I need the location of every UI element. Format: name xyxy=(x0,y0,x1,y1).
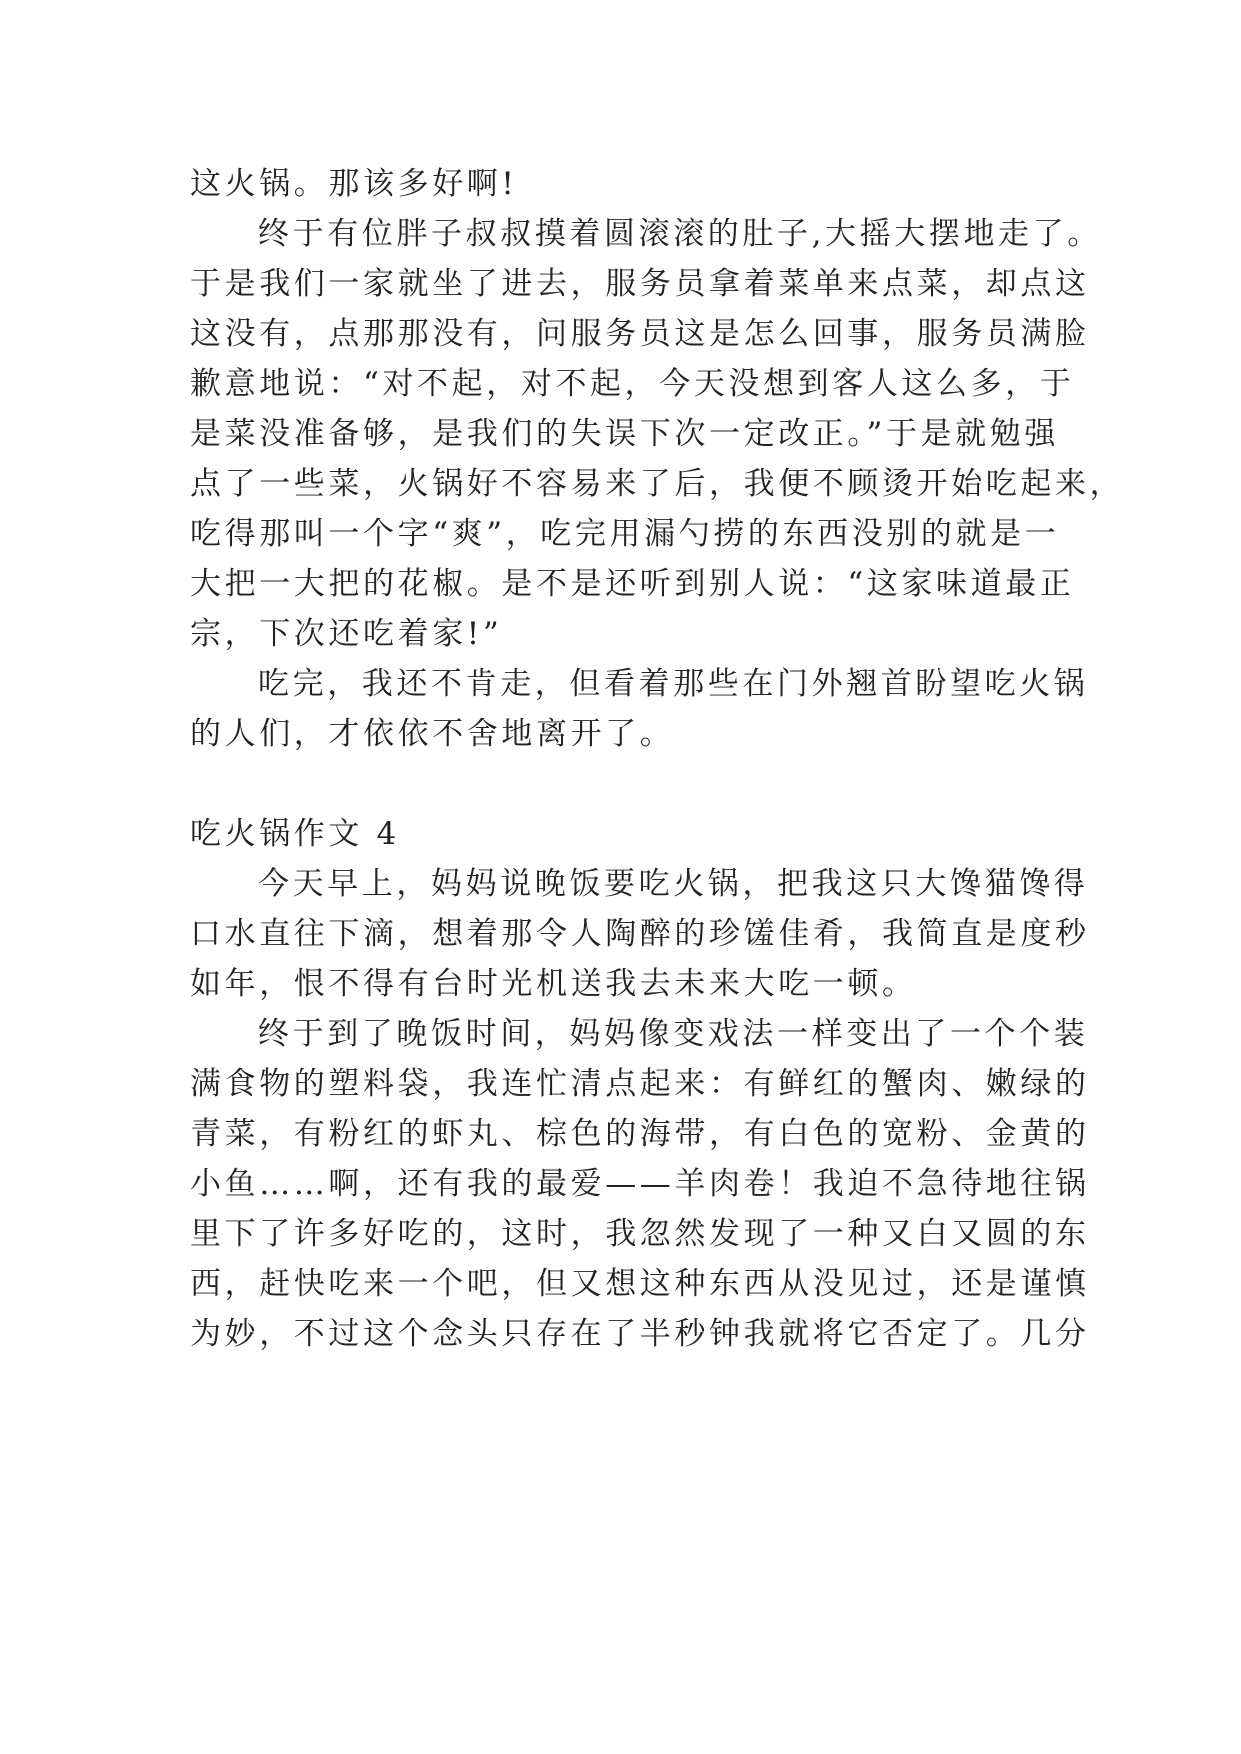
paragraph-line: 吃完，我还不肯走，但看着那些在门外翘首盼望吃火锅 xyxy=(258,666,1089,702)
paragraph-line: 这火锅。那该多好啊! xyxy=(190,166,518,202)
paragraph-line: 为妙，不过这个念头只存在了半秒钟我就将它否定了。几分 xyxy=(190,1316,1090,1352)
paragraph-line: 是菜没准备够，是我们的失误下次一定改正。”于是就勉强 xyxy=(190,416,1059,452)
paragraph-line: 宗，下次还吃着家!” xyxy=(190,616,503,652)
essay-title: 吃火锅作文 4 xyxy=(190,816,400,852)
paragraph-line: 这没有，点那那没有，问服务员这是怎么回事，服务员满脸 xyxy=(190,316,1090,352)
paragraph-line: 青菜，有粉红的虾丸、棕色的海带，有白色的宽粉、金黄的 xyxy=(190,1116,1090,1152)
paragraph-line: 终于到了晚饭时间，妈妈像变戏法一样变出了一个个装 xyxy=(258,1016,1089,1052)
paragraph-line: 大把一大把的花椒。是不是还听到别人说：“这家味道最正 xyxy=(190,566,1075,602)
paragraph-line: 小鱼……啊，还有我的最爱——羊肉卷！我迫不急待地往锅 xyxy=(190,1166,1090,1202)
paragraph-line: 今天早上，妈妈说晚饭要吃火锅，把我这只大馋猫馋得 xyxy=(258,866,1089,902)
paragraph-line: 终于有位胖子叔叔摸着圆滚滚的肚子,大摇大摆地走了。 xyxy=(258,216,1102,252)
paragraph-line: 满食物的塑料袋，我连忙清点起来：有鲜红的蟹肉、嫩绿的 xyxy=(190,1066,1090,1102)
paragraph-line: 里下了许多好吃的，这时，我忽然发现了一种又白又圆的东 xyxy=(190,1216,1090,1252)
paragraph-line: 的人们，才依依不舍地离开了。 xyxy=(190,716,675,752)
paragraph-line: 于是我们一家就坐了进去，服务员拿着菜单来点菜，却点这 xyxy=(190,266,1090,302)
paragraph-line: 如年，恨不得有台时光机送我去未来大吃一顿。 xyxy=(190,966,917,1002)
paragraph-line: 吃得那叫一个字“爽”，吃完用漏勺捞的东西没别的就是一 xyxy=(190,516,1060,552)
paragraph-line: 点了一些菜，火锅好不容易来了后，我便不顾烫开始吃起来， xyxy=(190,466,1125,502)
paragraph-line: 口水直往下滴，想着那令人陶醉的珍馐佳肴，我简直是度秒 xyxy=(190,916,1090,952)
paragraph-line: 歉意地说：“对不起，对不起，今天没想到客人这么多，于 xyxy=(190,366,1075,402)
paragraph-line: 西，赶快吃来一个吧，但又想这种东西从没见过，还是谨慎 xyxy=(190,1266,1090,1302)
